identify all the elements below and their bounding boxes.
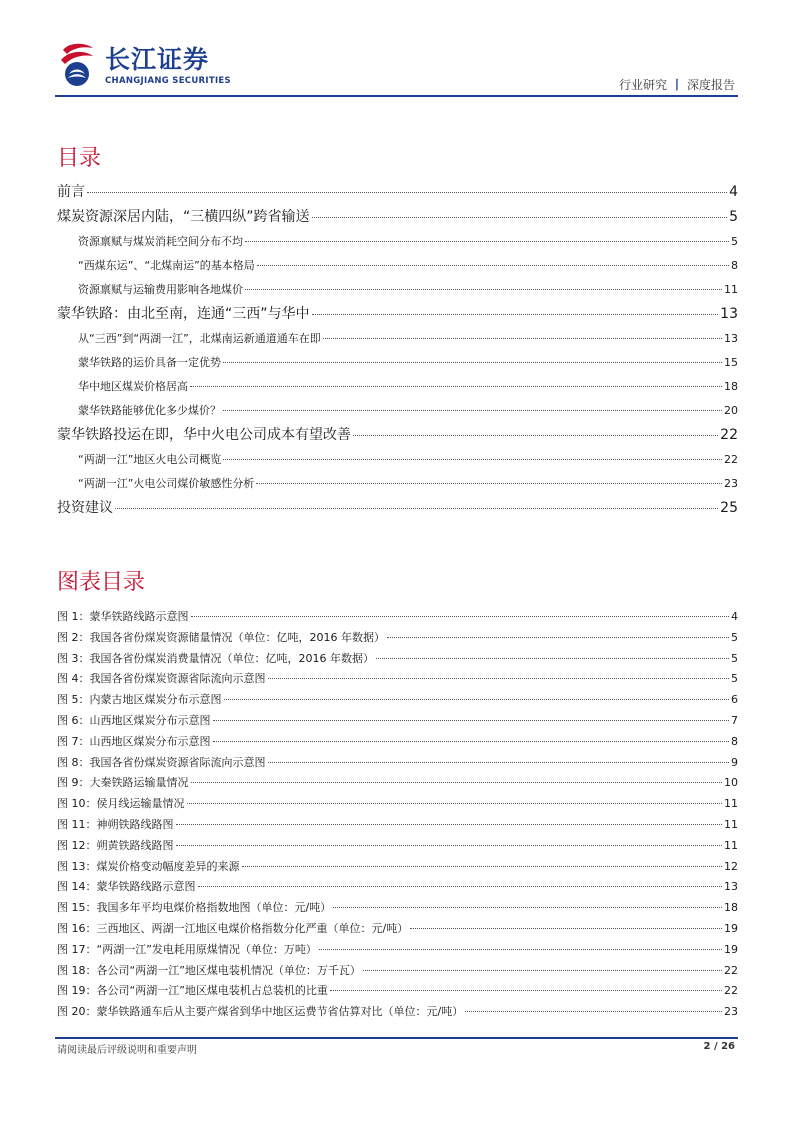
figure-entry[interactable] — [57, 919, 738, 940]
figure-entry[interactable] — [57, 732, 738, 753]
toc-entry-page: 22 — [724, 453, 738, 466]
category-separator: 丨 — [670, 78, 683, 92]
report-category — [619, 76, 735, 93]
toc-entry-label: 华中地区煤炭价格居高 — [78, 380, 188, 393]
figure-entry-label: 图 10：侯月线运输量情况 — [57, 797, 185, 811]
figure-entry-label: 图 15：我国多年平均电煤价格指数地图（单位：元/吨） — [57, 901, 332, 915]
figure-entry-page: 11 — [724, 817, 738, 831]
dot-leader — [312, 314, 719, 315]
logo-emblem-icon — [55, 40, 99, 90]
figure-entry-label: 图 14：蒙华铁路线路示意图 — [57, 880, 196, 894]
dot-leader — [245, 289, 722, 290]
figure-entry-label: 图 8：我国各省份煤炭资源省际流向示意图 — [57, 755, 266, 769]
header-divider — [55, 95, 738, 97]
toc-subentry[interactable] — [57, 254, 738, 278]
figure-entry[interactable] — [57, 877, 738, 898]
toc-entry[interactable] — [57, 423, 738, 448]
toc-entry-label: 蒙华铁路：由北至南，连通“三西”与华中 — [57, 306, 310, 322]
category-industry: 行业研究 — [618, 78, 667, 92]
dot-leader — [223, 362, 722, 363]
toc-entry-page: 22 — [720, 427, 738, 443]
dot-leader — [245, 241, 729, 242]
figure-entry-page: 23 — [724, 1005, 738, 1019]
figure-entry[interactable] — [57, 607, 738, 628]
figure-entry-page: 10 — [724, 776, 738, 790]
toc-entry-page: 25 — [720, 500, 738, 516]
figure-entry-page: 5 — [731, 630, 738, 644]
figure-entry-page: 6 — [731, 693, 738, 707]
toc-entry-page: 4 — [729, 184, 738, 200]
toc-entry-label: 资源禀赋与运输费用影响各地煤价 — [78, 283, 243, 296]
toc-entry-page: 8 — [731, 259, 738, 272]
dot-leader — [257, 265, 729, 266]
figure-entry[interactable] — [57, 815, 738, 836]
dot-leader — [224, 699, 730, 700]
dot-leader — [87, 192, 727, 193]
dot-leader — [353, 435, 718, 436]
toc-entry-label: 蒙华铁路能够优化多少煤价？ — [78, 404, 221, 417]
figure-entry-page: 12 — [724, 859, 738, 873]
toc-entry-page: 15 — [724, 356, 738, 369]
toc-entry-label: “两湖一江”火电公司煤价敏感性分析 — [78, 477, 255, 490]
dot-leader — [312, 217, 728, 218]
figure-entry-label: 图 2：我国各省份煤炭资源储量情况（单位：亿吨，2016 年数据） — [57, 630, 385, 644]
figure-entry[interactable] — [57, 836, 738, 857]
toc-entry-page: 13 — [720, 306, 738, 322]
toc-subentry[interactable] — [57, 399, 738, 423]
figure-entry-label: 图 18：各公司“两湖一江”地区煤电装机情况（单位：万千瓦） — [57, 963, 361, 977]
figure-entry-label: 图 5：内蒙古地区煤炭分布示意图 — [57, 693, 222, 707]
toc-entry-label: 煤炭资源深居内陆，“三横四纵”跨省输送 — [57, 209, 310, 225]
figure-entry-label: 图 17：“两湖一江”发电耗用原煤情况（单位：万吨） — [57, 942, 317, 956]
footer-disclaimer: 请阅读最后评级说明和重要声明 — [57, 1045, 197, 1056]
toc-entry-page: 13 — [724, 332, 738, 345]
figure-entry[interactable] — [57, 857, 738, 878]
dot-leader — [256, 483, 722, 484]
figure-entry-label: 图 1：蒙华铁路线路示意图 — [57, 610, 189, 623]
toc-entry-label: 蒙华铁路投运在即，华中火电公司成本有望改善 — [57, 427, 351, 443]
toc-entry-page: 5 — [731, 235, 738, 248]
figure-entry-page: 5 — [731, 672, 738, 686]
figure-entry[interactable] — [57, 753, 738, 774]
figure-entry-page: 8 — [731, 734, 738, 748]
figure-entry-label: 图 6：山西地区煤炭分布示意图 — [57, 713, 211, 727]
figure-entry-label: 图 4：我国各省份煤炭资源省际流向示意图 — [57, 672, 266, 686]
logo-chinese-name: 长江证券 — [105, 45, 210, 74]
figure-entry-label: 图 19：各公司“两湖一江”地区煤电装机占总装机的比重 — [57, 984, 328, 998]
toc-subentry[interactable] — [57, 278, 738, 302]
figure-entry-label: 图 9：大秦铁路运输量情况 — [57, 776, 189, 790]
toc-subentry[interactable] — [57, 230, 738, 254]
figure-entry-page: 13 — [724, 880, 738, 894]
figure-entry-label: 图 13：煤炭价格变动幅度差异的来源 — [57, 859, 240, 873]
figure-entry-page: 22 — [724, 963, 738, 977]
dot-leader — [323, 338, 722, 339]
figure-list-title: 图表目录 — [57, 570, 146, 595]
figure-list — [57, 607, 738, 1023]
category-depth-report: 深度报告 — [686, 78, 735, 92]
dot-leader — [242, 866, 723, 867]
toc-subentry[interactable] — [57, 448, 738, 472]
figure-entry[interactable] — [57, 898, 738, 919]
figure-entry-page: 5 — [731, 651, 738, 665]
figure-entry-page: 19 — [724, 942, 738, 956]
toc-entry-label: 前言 — [57, 184, 85, 200]
dot-leader — [330, 990, 722, 991]
dot-leader — [333, 907, 722, 908]
dot-leader — [268, 762, 730, 763]
figure-entry[interactable] — [57, 794, 738, 815]
toc-entry-label: 资源禀赋与煤炭消耗空间分布不均 — [78, 235, 243, 248]
toc-entry-page: 5 — [729, 209, 738, 225]
figure-entry[interactable] — [57, 669, 738, 690]
figure-entry-page: 7 — [731, 713, 738, 727]
figure-entry[interactable] — [57, 1002, 738, 1023]
figure-entry-label: 图 7：山西地区煤炭分布示意图 — [57, 734, 211, 748]
toc-entry-page: 18 — [724, 380, 738, 393]
dot-leader — [213, 720, 730, 721]
dot-leader — [213, 741, 730, 742]
toc-entry-label: 蒙华铁路的运价具备一定优势 — [78, 356, 221, 369]
figure-entry-label: 图 12：朔黄铁路线路图 — [57, 838, 174, 852]
figure-entry-page: 4 — [731, 610, 738, 623]
toc-entry-label: “两湖一江”地区火电公司概览 — [78, 453, 222, 466]
dot-leader — [187, 803, 723, 804]
dot-leader — [198, 886, 723, 887]
figure-entry-page: 9 — [731, 755, 738, 769]
page-indicator: 2 / 26 — [703, 1041, 735, 1052]
figure-entry[interactable] — [57, 690, 738, 711]
dot-leader — [191, 616, 730, 617]
dot-leader — [319, 949, 722, 950]
page-header — [0, 0, 793, 100]
figure-entry-label: 图 16：三西地区、两湖一江地区电煤价格指数分化严重（单位：元/吨） — [57, 921, 409, 935]
toc-entry-page: 20 — [724, 404, 738, 417]
dot-leader — [115, 508, 718, 509]
dot-leader — [410, 928, 722, 929]
dot-leader — [387, 637, 729, 638]
figure-entry[interactable] — [57, 711, 738, 732]
figure-entry-page: 18 — [724, 901, 738, 915]
dot-leader — [191, 782, 723, 783]
toc-entry[interactable] — [57, 302, 738, 327]
figure-entry-page: 19 — [724, 921, 738, 935]
figure-entry-label: 图 3：我国各省份煤炭消费量情况（单位：亿吨，2016 年数据） — [57, 651, 374, 665]
toc-entry[interactable] — [57, 496, 738, 521]
footer-divider — [55, 1037, 738, 1039]
company-logo — [55, 40, 245, 92]
dot-leader — [376, 658, 729, 659]
figure-entry[interactable] — [57, 940, 738, 961]
figure-entry-page: 22 — [724, 984, 738, 998]
dot-leader — [465, 1011, 722, 1012]
dot-leader — [223, 410, 722, 411]
dot-leader — [268, 678, 730, 679]
toc-entry-label: 投资建议 — [57, 500, 113, 516]
figure-entry[interactable] — [57, 981, 738, 1002]
figure-entry[interactable] — [57, 961, 738, 982]
toc-subentry[interactable] — [57, 375, 738, 399]
toc-entry-label: “西煤东运”、“北煤南运”的基本格局 — [78, 259, 255, 272]
figure-entry-label: 图 20：蒙华铁路通车后从主要产煤省到华中地区运费节省估算对比（单位：元/吨） — [57, 1005, 464, 1019]
figure-entry-page: 11 — [724, 838, 738, 852]
dot-leader — [176, 824, 723, 825]
figure-entry[interactable] — [57, 649, 738, 670]
toc-list — [57, 180, 738, 521]
toc-entry-label: 从“三西”到“两湖一江”，北煤南运新通道通车在即 — [78, 332, 321, 345]
logo-english-name: CHANGJIANG SECURITIES — [105, 76, 231, 86]
dot-leader — [363, 970, 722, 971]
toc-entry[interactable] — [57, 205, 738, 230]
toc-entry-page: 11 — [724, 283, 738, 296]
dot-leader — [176, 845, 723, 846]
dot-leader — [223, 459, 722, 460]
toc-subentry[interactable] — [57, 472, 738, 496]
dot-leader — [190, 386, 722, 387]
figure-entry-label: 图 11：神朔铁路线路图 — [57, 817, 174, 831]
toc-title: 目录 — [57, 146, 102, 171]
toc-subentry[interactable] — [57, 327, 738, 351]
figure-entry[interactable] — [57, 628, 738, 649]
toc-entry-page: 23 — [724, 477, 738, 490]
toc-entry[interactable] — [57, 180, 738, 205]
figure-entry-page: 11 — [724, 797, 738, 811]
figure-entry[interactable] — [57, 773, 738, 794]
toc-subentry[interactable] — [57, 351, 738, 375]
